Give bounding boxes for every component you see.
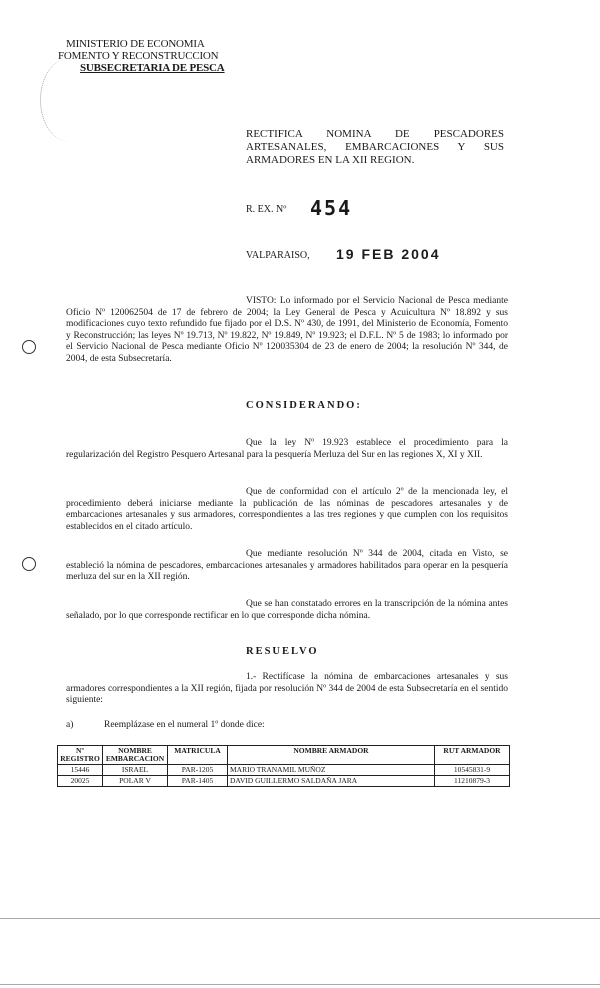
cell-armador: MARIO TRANAMIL MUÑOZ <box>228 765 435 776</box>
binder-hole-top <box>22 340 36 354</box>
cell-embarcacion: ISRAEL <box>103 765 168 776</box>
date-stamp: 19 FEB 2004 <box>336 246 441 262</box>
title-line-3: ARMADORES EN LA XII REGION. <box>246 154 415 166</box>
resolution-number: 454 <box>310 196 353 220</box>
table-row <box>58 776 510 787</box>
cell-registro: 20025 <box>58 776 103 787</box>
resuelvo-point-1: 1.- Rectifícase la nómina de embarcaciones artesanales y sus armadores correspondientes a la XII región, fijada por resolución Nº 344 de 2004 de esta Subsecretaría en el sentido siguiente: <box>66 672 508 705</box>
header-rut: RUT ARMADOR <box>435 746 510 765</box>
header-registro: Nº REGISTRO <box>58 746 103 765</box>
considerando-4: Que se han constatado errores en la transcripción de la nómina antes señalado, por lo que corresponde rectificar en lo que corresponde dicha nómina. <box>66 599 508 621</box>
ministry-line-1: MINISTERIO DE ECONOMIA <box>66 38 205 50</box>
title-line-2: ARTESANALES, EMBARCACIONES Y SUS <box>246 141 504 153</box>
header-matricula: MATRICULA <box>168 746 228 765</box>
considerando-1: Que la ley Nº 19.923 establece el procedimiento para la regularización del Registro Pesquero Artesanal para la pesquería Merluza del Sur en las regiones X, XI y XII. <box>66 438 508 460</box>
cell-rut: 10545831-9 <box>435 765 510 776</box>
item-a-text: Reemplázase en el numeral 1º donde dice: <box>104 720 265 730</box>
registry-table <box>57 745 510 787</box>
title-line-1: RECTIFICA NOMINA DE PESCADORES <box>246 128 504 140</box>
resolution-label: R. EX. Nº <box>246 204 287 215</box>
header-armador: NOMBRE ARMADOR <box>228 746 435 765</box>
table-header-row <box>58 746 510 765</box>
considerando-heading: CONSIDERANDO: <box>246 400 362 411</box>
cell-matricula: PAR-1205 <box>168 765 228 776</box>
binder-hole-bottom <box>22 557 36 571</box>
scan-edge-line <box>0 984 600 985</box>
visto-paragraph: VISTO: Lo informado por el Servicio Nacional de Pesca mediante Oficio Nº 120062504 de 17 de febrero de 2004; la Ley General de Pesca y Acuicultura Nº 18.892 y sus modificaciones cuyo texto refundido fue fijado por el D.S. Nº 430, de 1991, del Ministerio de Economía, Fomento y Reconstrucción; las leyes Nº 19.713, Nº 19.822, Nº 19.849, Nº 19.923; el D.F.L. Nº 5 de 1983; lo informado por el Servicio Nacional de Pesca mediante Oficio Nº 120035304 de 23 de enero de 2004; la resolución Nº 344, de 2004, de esta Subsecretaría. <box>66 296 508 364</box>
cell-matricula: PAR-1405 <box>168 776 228 787</box>
scan-edge-line <box>0 918 600 919</box>
cell-registro: 15446 <box>58 765 103 776</box>
item-a-letter: a) <box>66 720 74 730</box>
ministry-line-2: FOMENTO Y RECONSTRUCCION <box>58 50 219 62</box>
considerando-3: Que mediante resolución Nº 344 de 2004, citada en Visto, se estableció la nómina de pescadores, embarcaciones artesanales y armadores habilitados para operar en la pesquería merluza del sur en la XII región. <box>66 549 508 582</box>
cell-embarcacion: POLAR V <box>103 776 168 787</box>
header-embarcacion: NOMBRE EMBARCACION <box>103 746 168 765</box>
table-row <box>58 765 510 776</box>
place-label: VALPARAISO, <box>246 250 310 261</box>
cell-rut: 11210879-3 <box>435 776 510 787</box>
document-title <box>246 128 504 167</box>
subsecretaria-line: SUBSECRETARIA DE PESCA <box>80 62 225 74</box>
considerando-2: Que de conformidad con el artículo 2º de la mencionada ley, el procedimiento deberá iniciarse mediante la publicación de las nóminas de pescadores artesanales y de embarcaciones artesanales y sus armadores, correspondientes a las tres regiones y que cumplen con los requisitos establecidos en el citado artículo. <box>66 487 508 532</box>
resuelvo-heading: RESUELVO <box>246 646 319 657</box>
cell-armador: DAVID GUILLERMO SALDAÑA JARA <box>228 776 435 787</box>
